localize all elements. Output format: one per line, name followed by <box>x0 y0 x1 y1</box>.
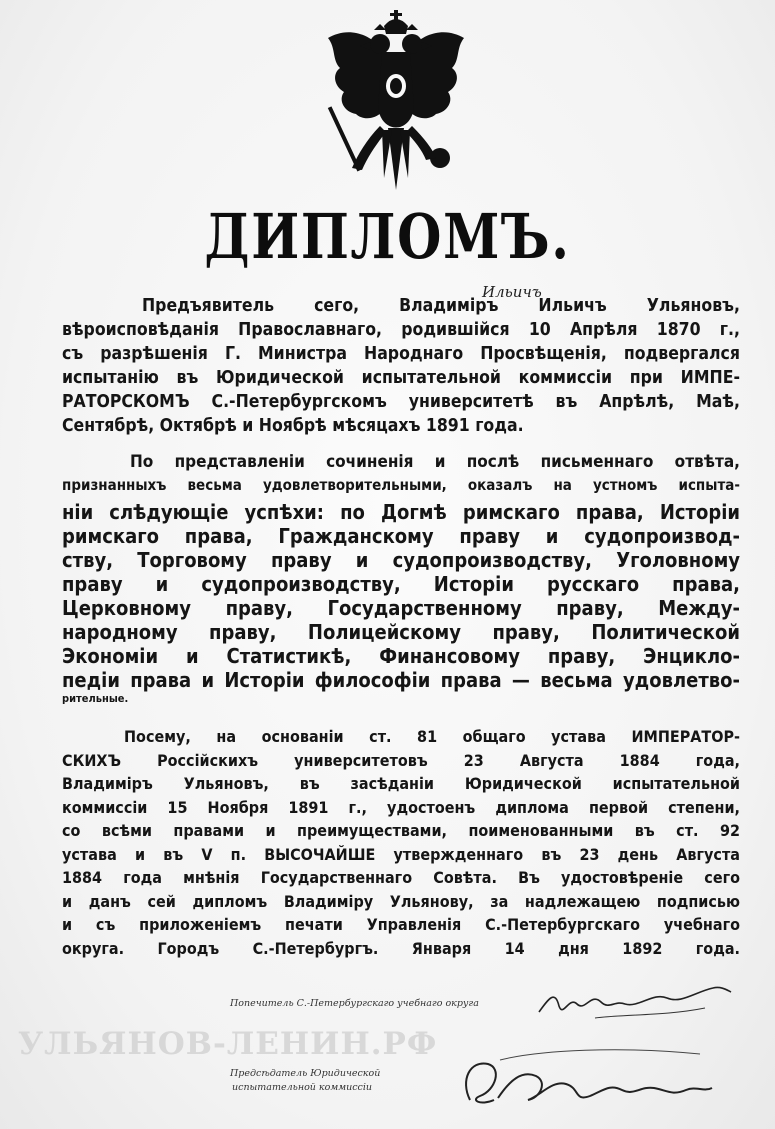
trustee-signature <box>535 978 735 1026</box>
handwritten-patronymic: Ильичъ <box>482 283 542 301</box>
watermark: УЛЬЯНОВ-ЛЕНИН.РФ <box>18 1026 438 1062</box>
paragraph-1: Предъявитель сего, Владиміръ Ильичъ Ульяновъ, вѣроисповѣданія Православнаго, родившійся 10 Апрѣля 1870 г., съ разрѣшенія Г. Министра Народнаго Просвѣщенія, подвергался испытанію въ Юридической испытательной коммиссіи при ИМПЕ- РАТОРСКОМЪ С.-Петербургскомъ университетѣ въ Апрѣлѣ, Маѣ, Сентябрѣ, Октябрѣ и Ноябрѣ мѣсяцахъ 1891 года. <box>62 296 740 436</box>
document-title: ДИПЛОМЪ. <box>204 200 571 273</box>
paragraph-3: Посему, на основаніи ст. 81 общаго устава ИМПЕРАТОР- СКИХЪ Россійскихъ университетовъ 23 Августа 1884 года, Владиміръ Ульяновъ, въ засѣданіи Юридической испытательной коммиссіи 15 Ноября 1891 г., удостоенъ диплома первой степени, со всѣми правами и преимуществами, поименованными въ ст. 92 устава и въ V п. ВЫСОЧАЙШЕ утвержденнаго въ 23 день Августа 1884 года мнѣнія Государственнаго Совѣта. Въ удостовѣреніе сего и данъ сей дипломъ Владиміру Ульянову, за надлежащею подписью и съ приложеніемъ печати Управленія С.-Петербургскаго учебнаго округа. Городъ С.-Петербургъ. Января 14 дня 1892 года. <box>62 727 740 958</box>
double-headed-eagle-emblem <box>322 8 470 190</box>
chairman-signature <box>440 1040 740 1120</box>
commission-chairman-label-line-1: Предсѣдатель Юридической <box>230 1068 381 1079</box>
paragraph-2: По представленіи сочиненія и послѣ письменнаго отвѣта, признанныхъ весьма удовлетворительными, оказалъ на устномъ испыта- ніи слѣдующіе успѣхи: по Догмѣ римскаго права, Исторіи римскаго права, Гражданскому праву и судопроизвод- ству, Торговому праву и судопроизводству, Уголовному праву и судопроизводству, Исторіи русскаго права, Церковному праву, Государственному праву, Между- народному праву, Полицейскому праву, Политической Экономіи и Статистикѣ, Финансовому праву, Энцикло- педіи права и Исторіи философіи права — весьма удовлетво- рительные. <box>62 452 740 705</box>
trustee-signature-label: Попечитель С.-Петербургскаго учебнаго округа <box>230 998 479 1009</box>
commission-chairman-label-line-2: испытательной коммиссіи <box>232 1082 372 1093</box>
